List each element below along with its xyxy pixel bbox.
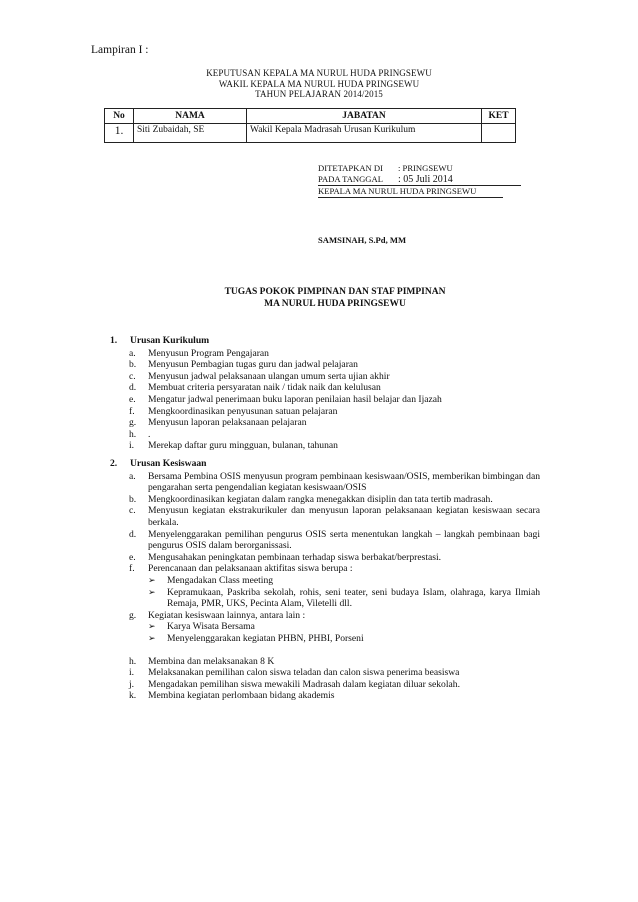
header-line-2: WAKIL KEPALA MA NURUL HUDA PRINGSEWU [218, 78, 420, 89]
item-text: Membina kegiatan perlombaan bidang akademis [148, 690, 335, 702]
ditetapkan-label: DITETAPKAN DI [318, 163, 383, 173]
list-item [110, 610, 540, 622]
item-text: Menyusun kegiatan ekstrakurikuler dan menyusun laporan pelaksanaan kegiatan kesiswaan secara berkala. [148, 505, 540, 528]
item-letter: j. [129, 678, 135, 690]
header-line-3: TAHUN PELAJARAN 2014/2015 [255, 89, 383, 99]
sub-item-text: Mengadakan Class meeting [167, 574, 274, 586]
list-item [110, 440, 540, 452]
sub-item [110, 633, 540, 645]
item-letter: d. [129, 528, 137, 540]
ditetapkan-value: : PRINGSEWU [398, 163, 453, 173]
section-kesiswaan [110, 458, 540, 702]
item-letter: f. [129, 405, 135, 417]
item-letter: i. [129, 667, 135, 679]
item-letter: k. [129, 690, 137, 702]
item-text: Menyusun jadwal pelaksanaan ulangan umum serta ujian akhir [148, 370, 390, 382]
item-text: Kegiatan kesiswaan lainnya, antara lain : [148, 609, 306, 621]
list-item [110, 394, 540, 406]
item-text: Melaksanakan pemilihan calon siswa teladan dan calon siswa penerima beasiswa [148, 667, 460, 679]
arrow-bullet-icon: ➢ [148, 632, 156, 643]
item-text: Membina dan melaksanakan 8 K [148, 655, 275, 667]
lampiran-label: Lampiran I : [91, 44, 149, 56]
spacer [110, 645, 540, 656]
cell-jabatan: Wakil Kepala Madrasah Urusan Kurikulum [247, 124, 482, 143]
list-item [110, 471, 540, 494]
arrow-bullet-icon: ➢ [148, 621, 156, 632]
item-text: Menyusun Program Pengajaran [148, 347, 269, 359]
item-letter: b. [129, 493, 137, 505]
item-letter: e. [129, 551, 136, 563]
item-letter: h. [129, 655, 137, 667]
cell-nama: Siti Zubaidah, SE [134, 124, 247, 143]
list-item [110, 429, 540, 441]
tanggal-row [318, 174, 521, 186]
list-item [110, 505, 540, 528]
sub-item-text: Karya Wisata Bersama [167, 621, 255, 633]
item-text: Merekap daftar guru mingguan, bulanan, tahunan [148, 440, 338, 452]
list-item [110, 690, 540, 702]
header-nama: NAMA [134, 109, 247, 124]
item-text: Menyusun laporan pelaksanaan pelajaran [148, 417, 307, 429]
section-number: 2. [110, 458, 118, 469]
item-letter: g. [129, 609, 137, 621]
sub-item [110, 621, 540, 633]
table-row [105, 124, 516, 143]
header-ket: KET [482, 109, 516, 124]
item-text: . [148, 428, 151, 440]
section-kurikulum [110, 335, 540, 452]
document-header [0, 68, 638, 100]
cell-no: 1. [105, 124, 134, 143]
table-header-row [105, 109, 516, 124]
sub-item-text: Menyelenggarakan kegiatan PHBN, PHBI, Porseni [167, 632, 364, 644]
item-letter: c. [129, 370, 136, 382]
section-heading [110, 335, 540, 347]
section-title: Urusan Kurikulum [130, 335, 210, 346]
item-letter: g. [129, 417, 137, 429]
item-text: Mengkoordinasikan kegiatan dalam rangka menegakkan disiplin dan tata tertib madrasah. [148, 493, 493, 505]
sub-item [110, 587, 540, 610]
item-text: Menyelenggarakan pemilihan pengurus OSIS serta menentukan langkah – langkah pembinaan bagi pengurus OSIS dalam berorganissasi. [148, 528, 540, 552]
list-item [110, 667, 540, 679]
list-item [110, 679, 540, 691]
item-letter: e. [129, 393, 136, 405]
arrow-bullet-icon: ➢ [148, 574, 156, 585]
item-letter: a. [129, 347, 136, 359]
list-item [110, 529, 540, 552]
item-letter: a. [129, 470, 136, 482]
list-item [110, 494, 540, 506]
ditetapkan-row [318, 163, 521, 174]
title-line-2: MA NURUL HUDA PRINGSEWU [264, 298, 406, 309]
header-no: No [105, 109, 134, 124]
item-text: Mengusahakan peningkatan pembinaan terhadap siswa berbakat/berprestasi. [148, 551, 442, 563]
list-item [110, 406, 540, 418]
sub-item [110, 575, 540, 587]
item-letter: i. [129, 440, 135, 452]
title-line-1: TUGAS POKOK PIMPINAN DAN STAF PIMPINAN [224, 287, 446, 297]
list-item [110, 348, 540, 360]
item-letter: b. [129, 359, 137, 371]
cell-ket [482, 124, 516, 143]
item-letter: c. [129, 505, 136, 517]
sub-item-text: Kepramukaan, Paskriba sekolah, rohis, seni teater, seni budaya Islam, olahraga, karya Ilmiah Remaja, PMR, UKS, Pecinta Alam, Viletelli dll. [167, 586, 540, 610]
item-text: Mengatur jadwal penerimaan buku laporan penilaian hasil belajar dan Ijazah [148, 393, 442, 405]
list-item [110, 371, 540, 383]
list-item [110, 382, 540, 394]
signature-block [318, 163, 521, 198]
list-item [110, 656, 540, 668]
header-line-1: KEPUTUSAN KEPALA MA NURUL HUDA PRINGSEWU [206, 68, 432, 78]
item-letter: h. [129, 428, 137, 440]
item-letter: f. [129, 563, 135, 575]
item-text: Mengkoordinasikan penyusunan satuan pelajaran [148, 405, 338, 417]
section-heading [110, 458, 540, 470]
item-text: Perencanaan dan pelaksanaan aktifitas siswa berupa : [148, 563, 353, 575]
header-jabatan: JABATAN [247, 109, 482, 124]
list-item [110, 359, 540, 371]
section-number: 1. [110, 335, 118, 346]
tanggal-label: PADA TANGGAL [318, 174, 383, 184]
list-item [110, 563, 540, 575]
section-title: Urusan Kesiswaan [130, 458, 207, 469]
item-text: Mengadakan pemilihan siswa mewakili Madrasah dalam kegiatan diluar sekolah. [148, 678, 460, 690]
arrow-bullet-icon: ➢ [148, 586, 156, 597]
signer-name: SAMSINAH, S.Pd, MM [318, 235, 407, 245]
tanggal-value: : 05 Juli 2014 [398, 174, 453, 185]
item-text: Membuat criteria persyaratan naik / tidak naik dan kelulusan [148, 382, 381, 394]
list-item [110, 417, 540, 429]
jabatan-table [104, 108, 516, 143]
item-text: Bersama Pembina OSIS menyusun program pembinaan kesiswaan/OSIS, memberikan bimbingan dan pengarahan serta pengendalian kegiatan kesiswaan/OSIS [148, 470, 540, 494]
item-letter: d. [129, 382, 137, 394]
list-item [110, 552, 540, 564]
item-text: Menyusun Pembagian tugas guru dan jadwal pelajaran [148, 359, 358, 371]
kepala-title: KEPALA MA NURUL HUDA PRINGSEWU [318, 186, 503, 198]
document-title [0, 287, 638, 310]
